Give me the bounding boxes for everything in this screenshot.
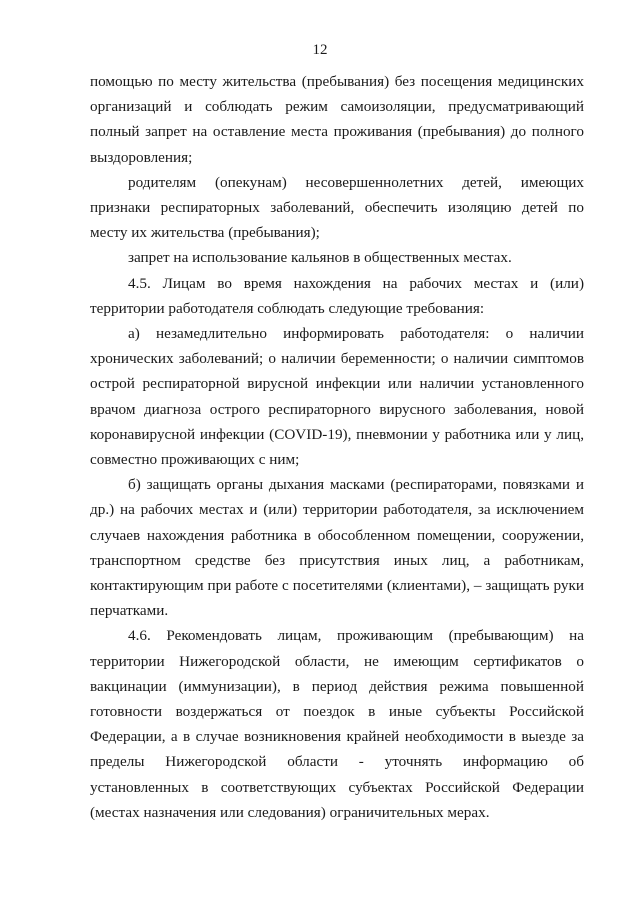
paragraph-4-5: 4.5. Лицам во время нахождения на рабочих местах и (или) территории работодателя соблюдать следующие требования: [90, 274, 584, 317]
paragraph-continuation: помощью по месту жительства (пребывания) без посещения медицинских организаций и соблюдать режим самоизоляции, предусматривающий полный запрет на оставление места проживания (пребывания) до полного выздоровления; [90, 73, 584, 166]
paragraph-parents-isolation: родителям (опекунам) несовершеннолетних детей, имеющих признаки респираторных заболеваний, обеспечить изоляцию детей по месту их жительства (пребывания); [90, 173, 584, 242]
page-number: 12 [312, 42, 328, 58]
paragraph-hookah-ban: запрет на использование кальянов в общественных местах. [128, 249, 512, 267]
paragraph-4-6: 4.6. Рекомендовать лицам, проживающим (пребывающим) на территории Нижегородской области, не имеющим сертификатов о вакцинации (иммунизации), в период действия режима повышенной готовности воздержаться от поездок в иные субъекты Российской Федерации, а в случае возникновения крайней необходимости в выезде за пределы Нижегородской области - уточнять информацию об установленных в соответствующих субъектах Российской Федерации (местах назначения или следования) ограничительных мерах. [90, 627, 584, 821]
document-body [90, 69, 584, 825]
paragraph-4-5-b: б) защищать органы дыхания масками (респираторами, повязками и др.) на рабочих местах и (или) территории работодателя, за исключением случаев нахождения работника в обособленном помещении, сооружении, транспортном средстве без присутствия иных лиц, а работникам, контактирующим при работе с посетителями (клиентами), – защищать руки перчатками. [90, 476, 584, 620]
paragraph-4-5-a: а) незамедлительно информировать работодателя: о наличии хронических заболеваний; о наличии беременности; о наличии симптомов острой респираторной вирусной инфекции или наличии установленного врачом диагноза острого респираторного вирусного заболевания, новой коронавирусной инфекции (COVID-19), пневмонии у работника или у лиц, совместно проживающих с ним; [90, 325, 584, 469]
